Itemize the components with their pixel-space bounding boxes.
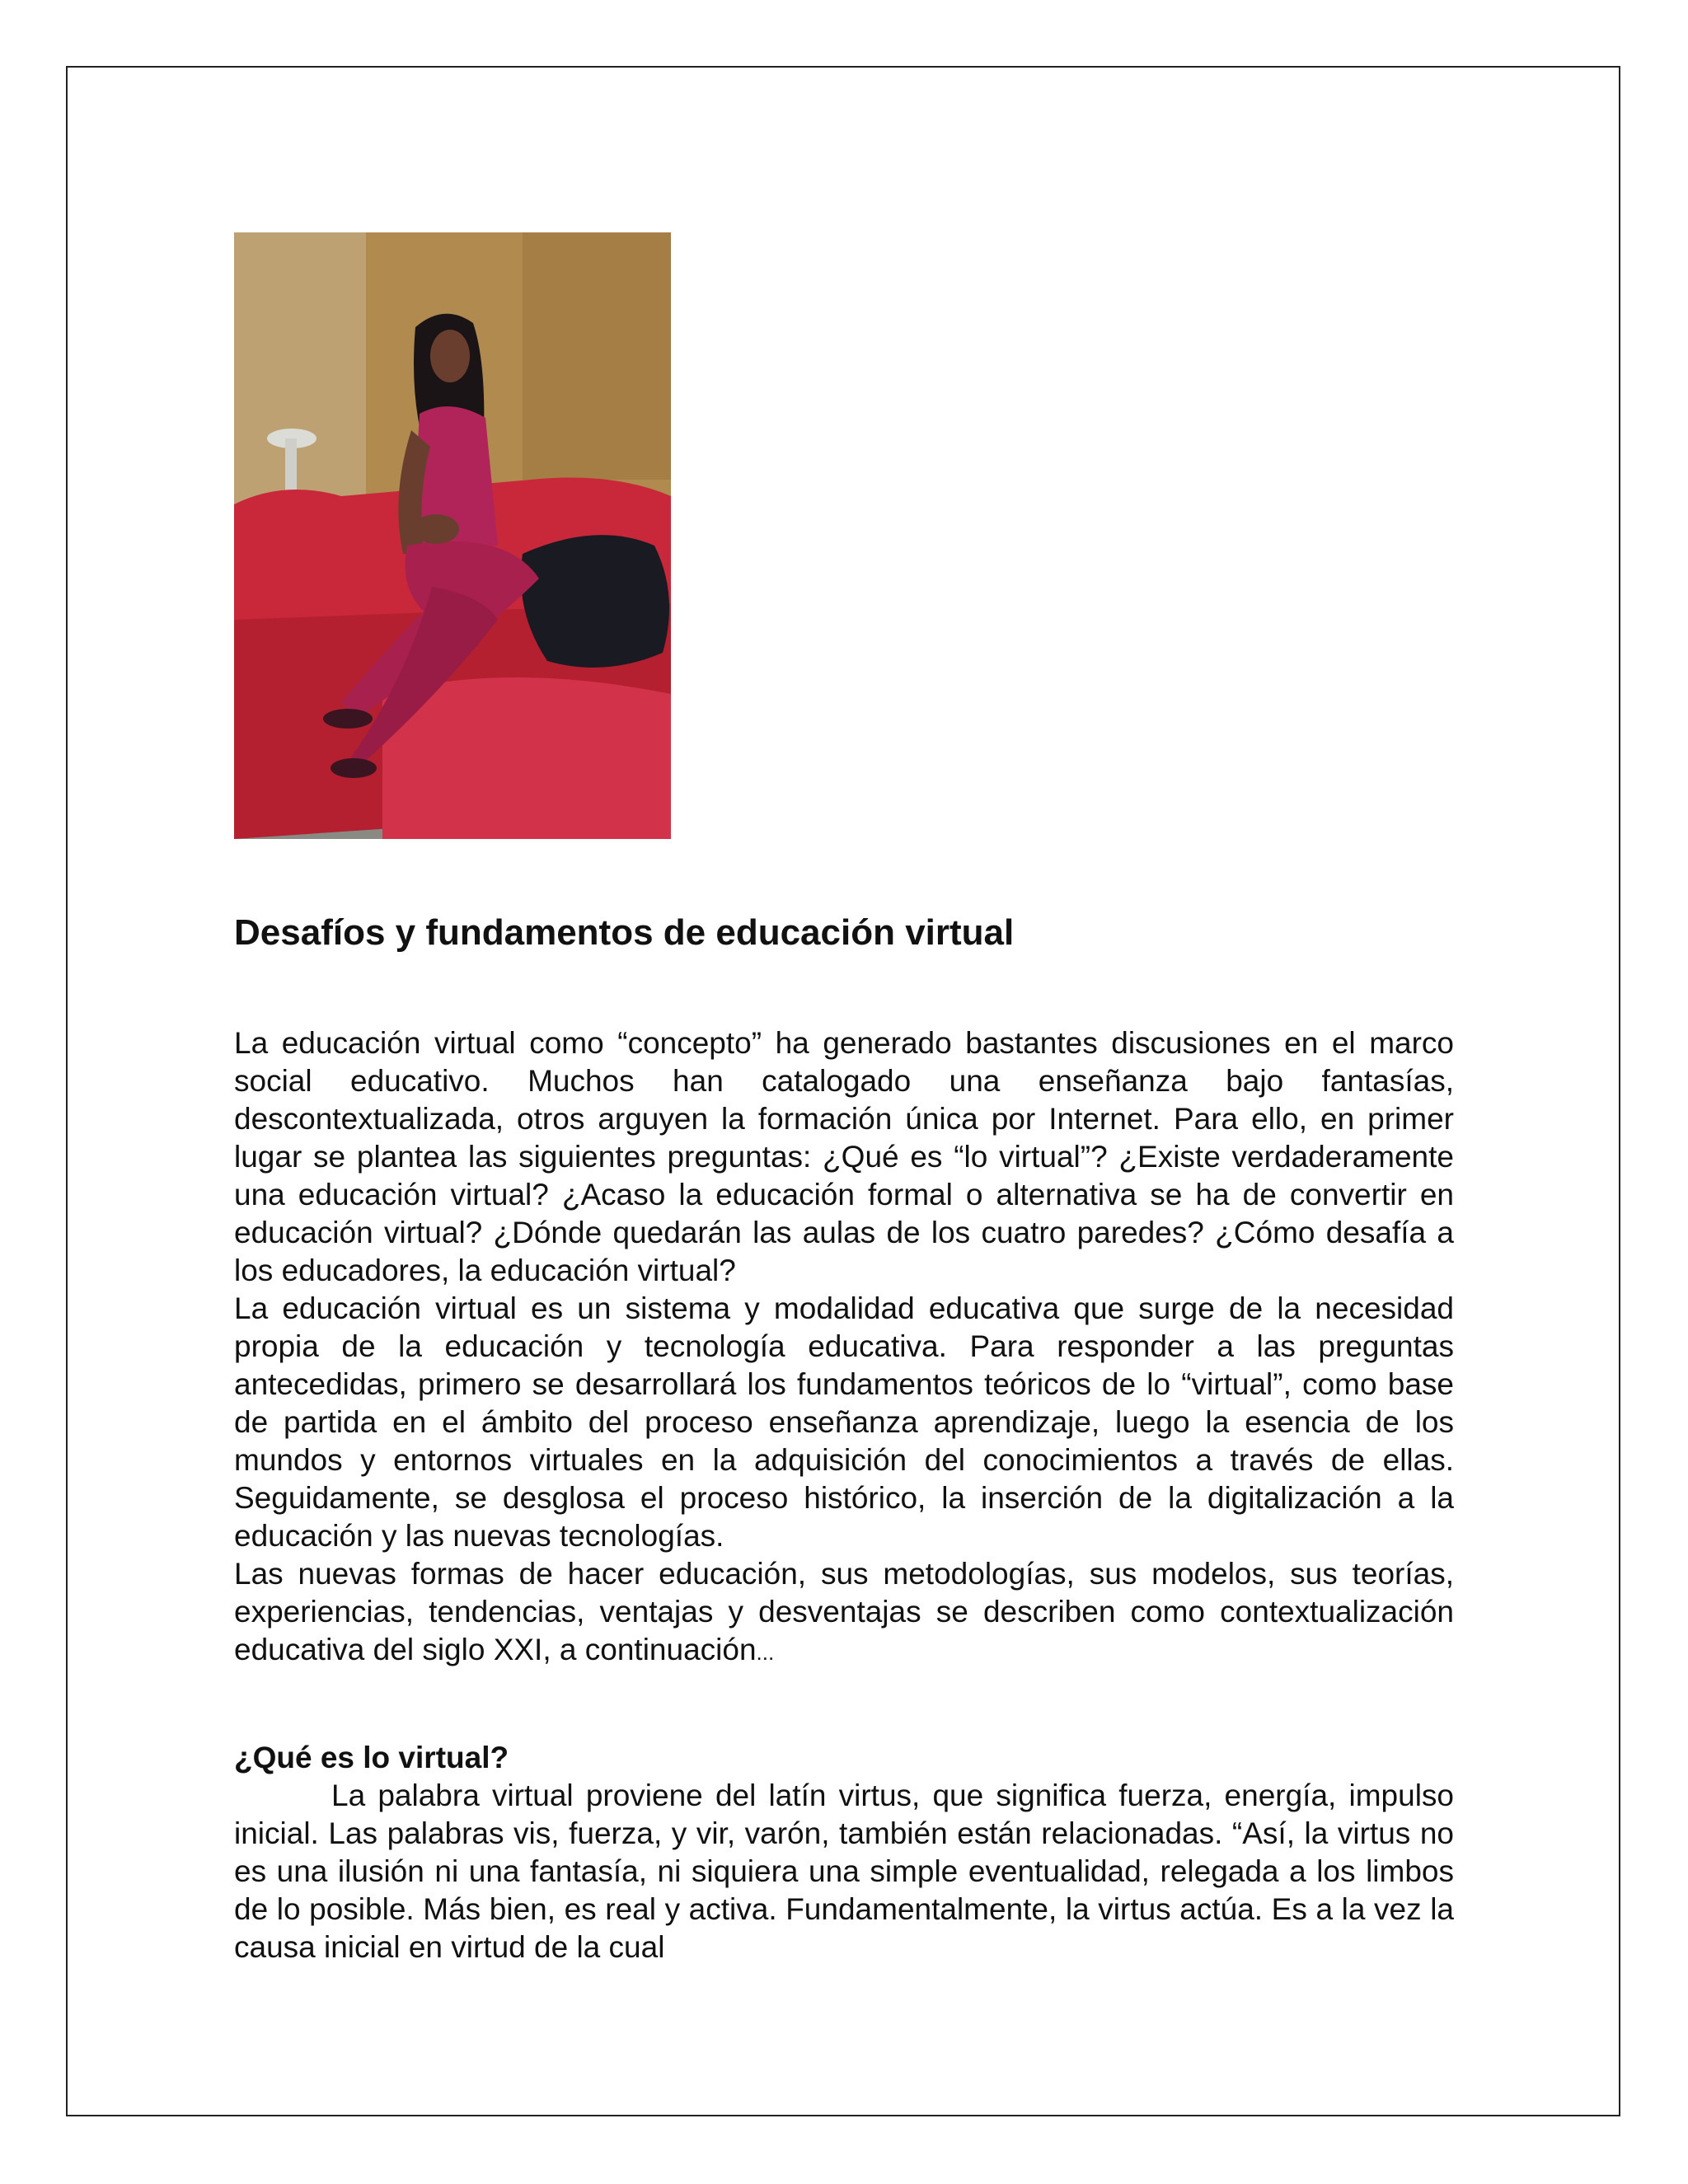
portrait-photo-icon [234,232,671,839]
paragraph-1: La educación virtual como “concepto” ha generado bastantes discusiones en el marco social educativo. Muchos han catalogado una enseñanza bajo fantasías, descontextualizada, otros arguyen la formación única por Internet. Para ello, en primer lugar se plantea las siguientes preguntas: ¿Qué es “lo virtual”? ¿Existe verdaderamente una educación virtual? ¿Acaso la educación formal o alternativa se ha de convertir en educación virtual? ¿Dónde quedarán las aulas de los cuatro paredes? ¿Cómo desafía a los educadores, la educación virtual? [234,1026,1454,1287]
portrait-photo [234,232,671,839]
article-title: Desafíos y fundamentos de educación virtual [234,912,1015,953]
section-paragraph: La palabra virtual proviene del latín virtus, que significa fuerza, energía, impulso inicial. Las palabras vis, fuerza, y vir, varón, también están relacionadas. “Así, la virtus no es una ilusión ni una fantasía, ni siquiera una simple eventualidad, relegada a los limbos de lo posible. Más bien, es real y activa. Fundamentalmente, la virtus actúa. Es a la vez la causa inicial en virtud de la cual [234,1779,1454,1964]
article-body [234,1024,1454,1671]
section-heading: ¿Qué es lo virtual? [234,1741,509,1774]
paragraph-3-text: Las nuevas formas de hacer educación, sus metodologías, sus modelos, sus teorías, experiencias, tendencias, ventajas y desventajas se describen como contextualización educativa del siglo XXI, a continuación [234,1557,1454,1666]
paragraph-2: La educación virtual es un sistema y modalidad educativa que surge de la necesidad propia de la educación y tecnología educativa. Para responder a las preguntas antecedidas, primero se desarrollará los fundamentos teóricos de lo “virtual”, como base de partida en el ámbito del proceso enseñanza aprendizaje, luego la esencia de los mundos y entornos virtuales en la adquisición del conocimientos a través de ellas. Seguidamente, se desglosa el proceso histórico, la inserción de la digitalización a la educación y las nuevas tecnologías. [234,1291,1454,1553]
paragraph-3-ellipsis: ... [756,1640,775,1665]
paragraph-3 [234,1555,1454,1671]
